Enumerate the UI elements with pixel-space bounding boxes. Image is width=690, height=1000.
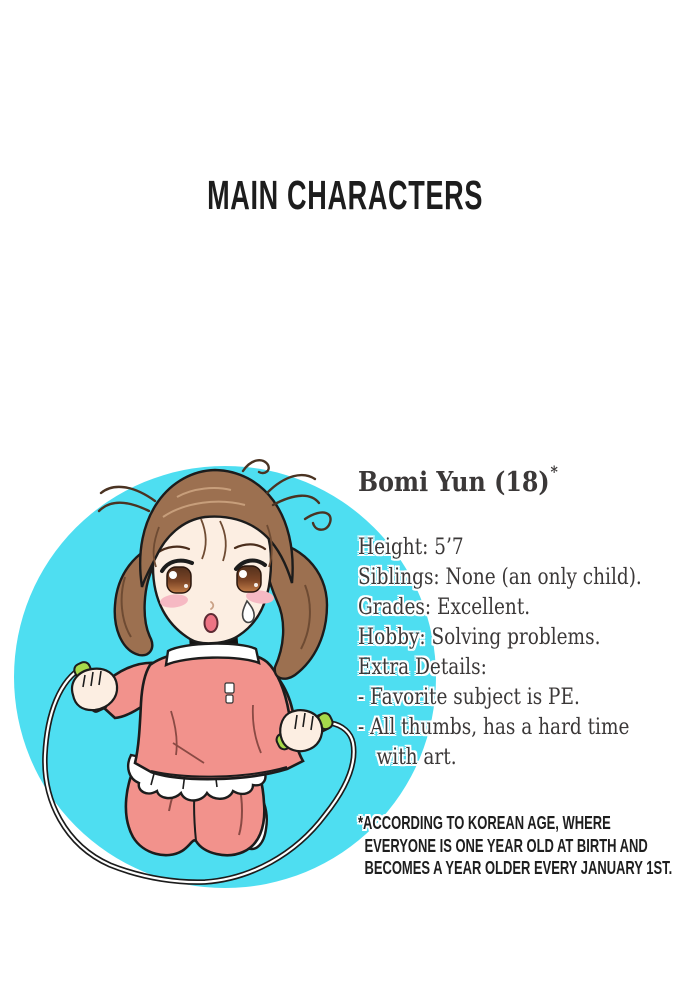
profile-line-all-thumbs: - All thumbs, has a hard time [358,715,630,740]
age-footnote-marker: * [550,462,558,481]
profile-line-hobby: Hobby: Solving problems. [358,625,601,650]
character-profile [358,533,686,773]
page-title-text: MAIN CHARACTERS [207,172,483,218]
profile-line-extra-details: Extra Details: [358,655,487,680]
character-name-text: Bomi Yun (18) [358,467,550,498]
footnote-line-3: BECOMES A YEAR OLDER EVERY JANUARY 1ST. [364,858,673,878]
profile-line-height: Height: 5’7 [358,535,464,560]
fist-left [72,669,117,710]
profile-line-siblings: Siblings: None (an only child). [358,565,642,590]
profile-line-favorite-subject: - Favorite subject is PE. [358,685,580,710]
page-title [0,172,690,219]
fist-right [280,710,322,751]
age-footnote [358,812,673,880]
character-name [358,462,558,498]
mouth [205,614,218,632]
footnote-line-1: *ACCORDING TO KOREAN AGE, WHERE [358,813,611,833]
footnote-line-2: EVERYONE IS ONE YEAR OLD AT BIRTH AND [364,835,648,856]
chest-print [225,683,234,703]
profile-line-with-art: with art. [376,745,457,770]
profile-line-grades: Grades: Excellent. [358,595,531,620]
